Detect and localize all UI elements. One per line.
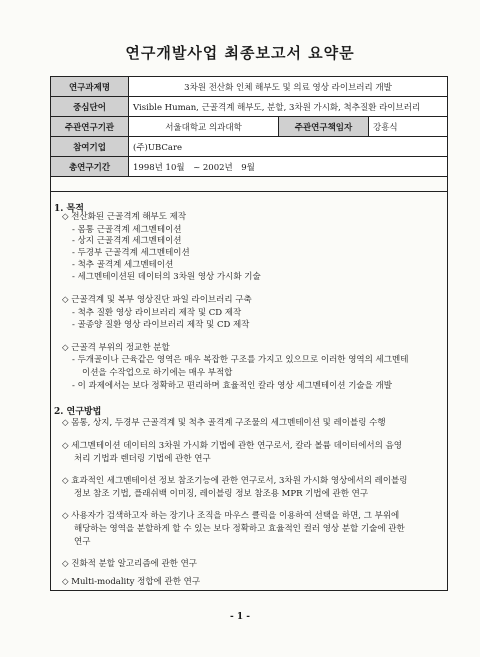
list-item: ◇ Multi-modality 정합에 관한 연구 bbox=[62, 577, 201, 587]
section1-heading: 1. 목적 bbox=[54, 204, 84, 214]
keywords-label: 중심단어 bbox=[51, 97, 129, 117]
list-item: ◇ 효과적인 세그멘테이션 정보 참조기능에 관한 연구로서, 3차원 가시화 영상에서의 레이블링 bbox=[62, 476, 408, 486]
page-title: 연구개발사업 최종보고서 요약문 bbox=[125, 44, 355, 62]
project-name-label: 연구과제명 bbox=[51, 77, 129, 97]
info-table bbox=[50, 76, 448, 177]
pi-label: 주관연구책임자 bbox=[279, 117, 369, 137]
list-item: ◇ 몸통, 상지, 두경부 근골격계 및 척추 골격계 구조물의 세그멘테이션 및 레이블링 수행 bbox=[62, 418, 386, 428]
list-item: 연구 bbox=[74, 537, 91, 547]
list-item: 이션을 수작업으로 하기에는 매우 부적합 bbox=[82, 368, 233, 378]
partner-label: 참여기업 bbox=[51, 137, 129, 157]
pi: 강흥식 bbox=[369, 117, 448, 137]
project-name: 3차원 전산화 인체 해부도 및 의료 영상 라이브러리 개발 bbox=[129, 77, 448, 97]
list-item: 해당하는 영역을 분할하게 할 수 있는 보다 정확하고 효율적인 컬러 영상 분할 기술에 관한 bbox=[74, 524, 405, 534]
period-label: 총연구기간 bbox=[51, 157, 129, 177]
list-item: ◇ 사용자가 검색하고자 하는 장기나 조직을 마우스 클릭을 이용하여 선택을 하면, 그 부위에 bbox=[62, 511, 400, 521]
list-item: - 상지 근골격계 세그멘테이션 bbox=[72, 236, 182, 246]
list-item: ◇ 진화적 분할 알고리즘에 관한 연구 bbox=[62, 559, 198, 569]
list-item: - 세그멘테이션된 데이터의 3차원 영상 가시화 기술 bbox=[72, 272, 261, 282]
list-item: ◇ 근골격계 및 복부 영상진단 파일 라이브러리 구축 bbox=[62, 295, 252, 305]
list-item: 처리 기법과 렌더링 기법에 관한 연구 bbox=[74, 454, 211, 464]
list-item: ◇ 세그멘테이션 데이터의 3차원 가시화 기법에 관한 연구로서, 칼라 볼륨 데이터에서의 음영 bbox=[62, 441, 402, 451]
list-item: - 척추 골격계 세그멘테이션 bbox=[72, 260, 174, 270]
org-label: 주관연구기관 bbox=[51, 117, 129, 137]
keywords: Visible Human, 근골격계 해부도, 분할, 3차원 가시화, 척추질환 라이브러리 bbox=[129, 97, 448, 117]
list-item: - 몸통 근골격계 세그멘테이션 bbox=[72, 225, 182, 235]
list-item: - 골종양 질환 영상 라이브러리 제작 및 CD 제작 bbox=[72, 320, 250, 330]
list-item: - 두개골이나 근육같은 영역은 매우 복잡한 구조를 가지고 있으므로 이러한 영역의 세그멘테 bbox=[72, 355, 409, 365]
list-item: - 이 과제에서는 보다 정확하고 편리하며 효율적인 칼라 영상 세그멘테이션 기술을 개발 bbox=[72, 381, 392, 391]
list-item: ◇ 전산화된 근골격계 해부도 제작 bbox=[62, 212, 187, 222]
section2-heading: 2. 연구방법 bbox=[54, 407, 102, 417]
section-divider bbox=[50, 191, 448, 192]
list-item: ◇ 근골격 부위의 정교한 분할 bbox=[62, 343, 170, 353]
list-item: - 척추 질환 영상 라이브러리 제작 및 CD 제작 bbox=[72, 308, 242, 318]
list-item: 정보 참조 기법, 플래쉬백 이미징, 레이블링 정보 참조용 MPR 기법에 관한 연구 bbox=[74, 489, 369, 499]
list-item: - 두경부 근골격계 세그멘테이션 bbox=[72, 248, 190, 258]
partner: (주)UBCare bbox=[129, 137, 448, 157]
period: 1998년 10월 ~ 2002년 9월 bbox=[129, 157, 448, 177]
org: 서울대학교 의과대학 bbox=[129, 117, 279, 137]
page-number: - 1 - bbox=[230, 612, 250, 622]
